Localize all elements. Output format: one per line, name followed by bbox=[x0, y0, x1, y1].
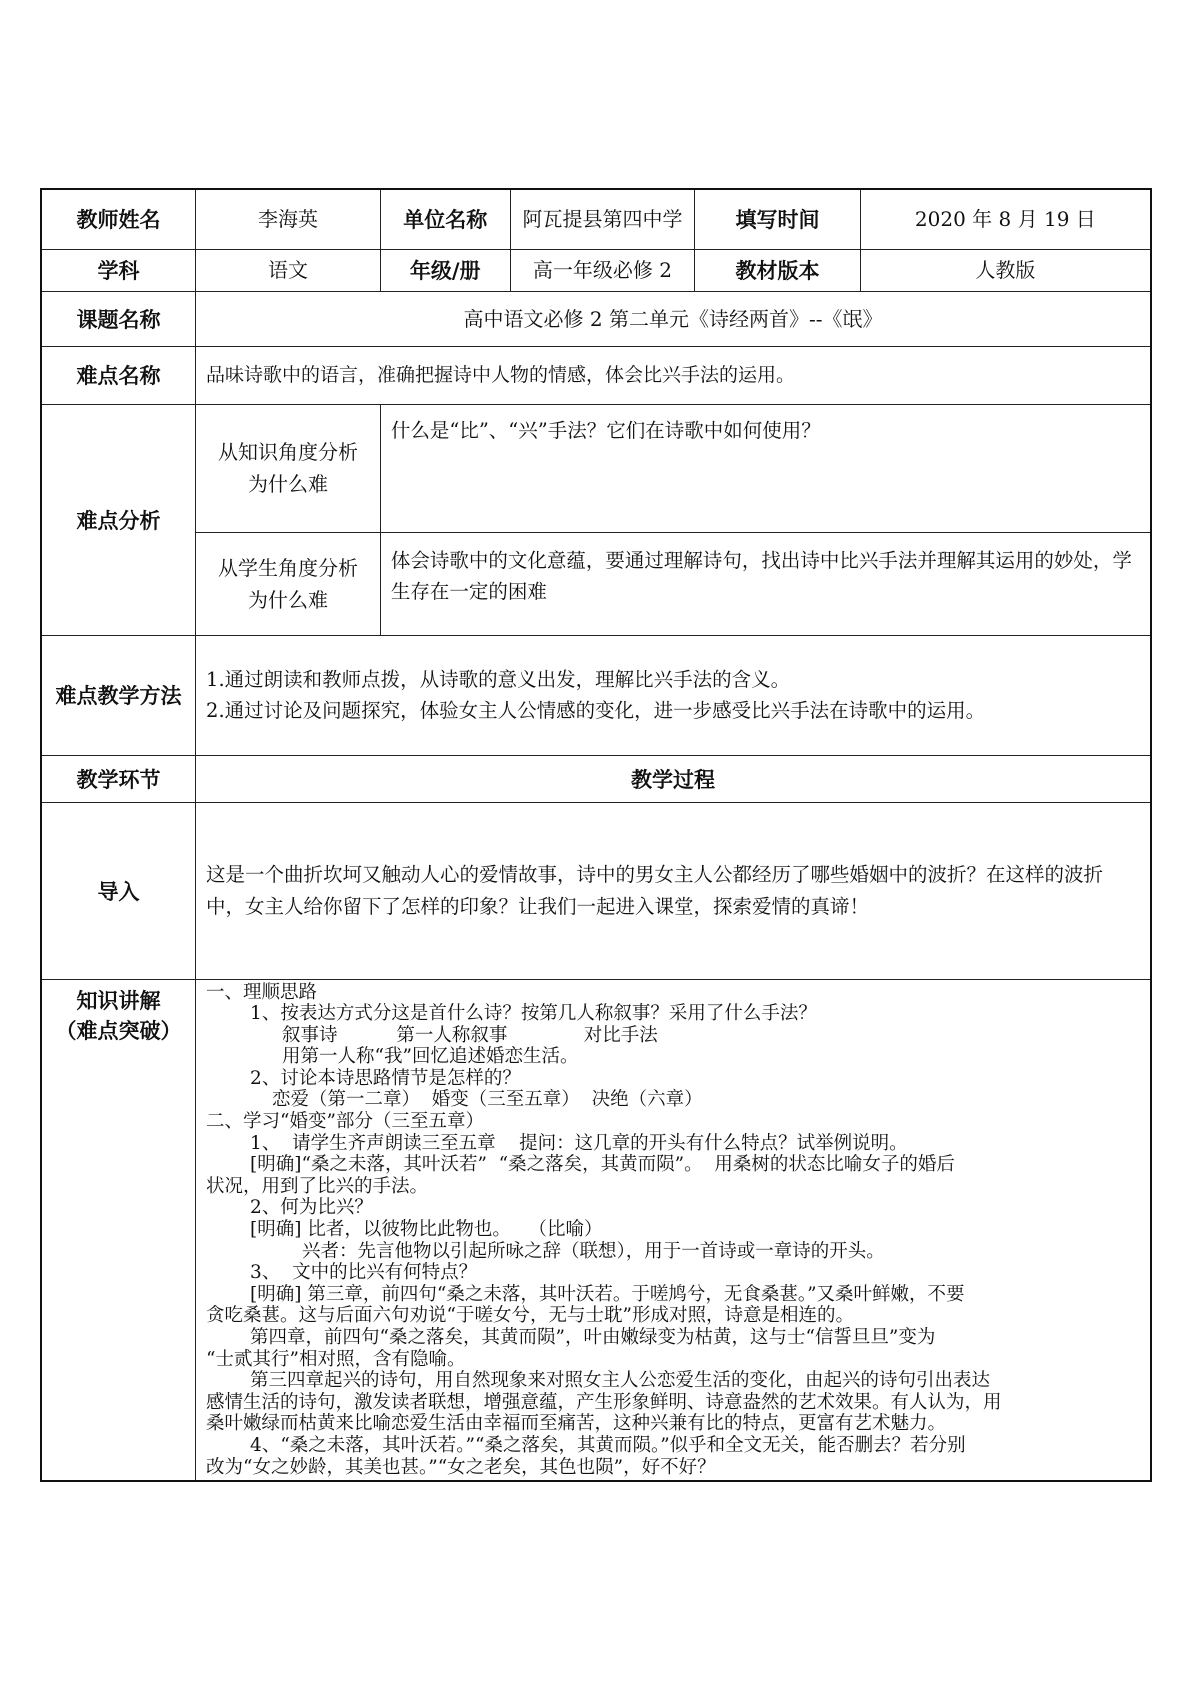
grade-label: 年级/册 bbox=[380, 249, 510, 291]
subject-value: 语文 bbox=[196, 249, 381, 291]
process-label: 教学过程 bbox=[196, 755, 1151, 802]
header-row-2 bbox=[41, 249, 1151, 291]
method-row bbox=[41, 635, 1151, 755]
intro-label: 导入 bbox=[41, 802, 196, 979]
knowledge-line: 第四章，前四句“桑之落矣，其黄而陨”，叶由嫩绿变为枯黄，这与士“信誓旦旦”变为 bbox=[250, 1327, 936, 1348]
intro-row bbox=[41, 802, 1151, 979]
knowledge-content bbox=[196, 979, 1151, 1481]
knowledge-line: 4、“桑之未落，其叶沃若。”“桑之落矣，其黄而陨。”似乎和全文无关，能否删去？若分别 bbox=[250, 1434, 966, 1456]
knowledge-line: “士贰其行”相对照，含有隐喻。 bbox=[206, 1348, 466, 1370]
knowledge-line: 桑叶嫩绿而枯黄来比喻恋爱生活由幸福而至痛苦，这种兴兼有比的特点，更富有艺术魅力。 bbox=[206, 1413, 947, 1435]
analysis-row-student bbox=[41, 532, 1151, 635]
method-line-2: 2.通过讨论及问题探究，体验女主人公情感的变化，进一步感受比兴手法在诗歌中的运用。 bbox=[206, 699, 986, 722]
difficulty-label: 难点名称 bbox=[41, 346, 196, 404]
knowledge-line: 用第一人称“我”回忆追述婚恋生活。 bbox=[282, 1046, 579, 1068]
student-angle-label: 从学生角度分析为什么难 bbox=[196, 532, 381, 635]
knowledge-label bbox=[41, 979, 196, 1481]
knowledge-line: 叙事诗 第一人称叙事 对比手法 bbox=[282, 1024, 658, 1046]
analysis-label: 难点分析 bbox=[41, 404, 196, 635]
knowledge-line: 贪吃桑葚。这与后面六句劝说“于嗟女兮，无与士耽”形成对照，诗意是相连的。 bbox=[206, 1305, 854, 1327]
edition-label: 教材版本 bbox=[695, 249, 860, 291]
knowledge-line: [明确]“桑之未落，其叶沃若” “桑之落矣，其黄而陨”。 用桑树的状态比喻女子的婚后 bbox=[250, 1154, 955, 1176]
knowledge-label-line-2: （难点突破） bbox=[55, 1018, 182, 1043]
knowledge-line: 3、 文中的比兴有何特点？ bbox=[250, 1262, 478, 1284]
knowledge-line: 状况，用到了比兴的手法。 bbox=[206, 1175, 429, 1197]
knowledge-line: 兴者：先言他物以引起所咏之辞（联想），用于一首诗或一章诗的开头。 bbox=[302, 1240, 885, 1262]
analysis-row-knowledge bbox=[41, 404, 1151, 532]
lesson-plan-table bbox=[40, 188, 1152, 1482]
knowledge-line: 2、讨论本诗思路情节是怎样的？ bbox=[250, 1067, 521, 1089]
knowledge-row bbox=[41, 979, 1151, 1481]
topic-value: 高中语文必修 2 第二单元《诗经两首》--《氓》 bbox=[196, 291, 1151, 346]
teacher-label: 教师姓名 bbox=[41, 189, 196, 249]
subject-label: 学科 bbox=[41, 249, 196, 291]
edition-value: 人教版 bbox=[860, 249, 1151, 291]
unit-label: 单位名称 bbox=[380, 189, 510, 249]
knowledge-line: 2、何为比兴？ bbox=[250, 1197, 373, 1219]
knowledge-line: [明确] 第三章，前四句“桑之未落，其叶沃若。于嗟鸠兮，无食桑葚。”又桑叶鲜嫩，不要 bbox=[250, 1283, 965, 1305]
method-line-1: 1.通过朗读和教师点拨，从诗歌的意义出发，理解比兴手法的含义。 bbox=[206, 668, 791, 691]
knowledge-line: 改为“女之妙龄，其美也甚。”“女之老矣，其色也陨”，好不好？ bbox=[206, 1456, 716, 1478]
knowledge-label-line-1: 知识讲解 bbox=[76, 988, 161, 1013]
header-row-1 bbox=[41, 189, 1151, 249]
date-label: 填写时间 bbox=[695, 189, 860, 249]
knowledge-angle-label: 从知识角度分析为什么难 bbox=[196, 404, 381, 532]
knowledge-line: 恋爱（第一二章） 婚变（三至五章） 决绝（六章） bbox=[272, 1089, 703, 1111]
knowledge-angle-value: 什么是“比”、“兴”手法？它们在诗歌中如何使用？ bbox=[380, 404, 1151, 532]
knowledge-line: 1、按表达方式分这是首什么诗？按第几人称叙事？采用了什么手法？ bbox=[250, 1003, 817, 1025]
stage-label: 教学环节 bbox=[41, 755, 196, 802]
method-value bbox=[196, 635, 1151, 755]
teacher-value: 李海英 bbox=[196, 189, 381, 249]
knowledge-line: 感情生活的诗句，激发读者联想，增强意蕴，产生形象鲜明、诗意盎然的艺术效果。有人认为，用 bbox=[206, 1391, 1002, 1413]
knowledge-line: 1、 请学生齐声朗读三至五章 提问：这几章的开头有什么特点？试举例说明。 bbox=[250, 1132, 908, 1154]
knowledge-line: 二、学习“婚变”部分（三至五章） bbox=[206, 1111, 484, 1133]
topic-label: 课题名称 bbox=[41, 291, 196, 346]
student-angle-value: 体会诗歌中的文化意蕴，要通过理解诗句，找出诗中比兴手法并理解其运用的妙处，学生存在一定的困难 bbox=[380, 532, 1151, 635]
topic-row bbox=[41, 291, 1151, 346]
knowledge-line: 第三四章起兴的诗句，用自然现象来对照女主人公恋爱生活的变化，由起兴的诗句引出表达 bbox=[250, 1370, 991, 1392]
process-header-row bbox=[41, 755, 1151, 802]
date-value: 2020 年 8 月 19 日 bbox=[860, 189, 1151, 249]
method-label: 难点教学方法 bbox=[41, 635, 196, 755]
difficulty-value: 品味诗歌中的语言，准确把握诗中人物的情感，体会比兴手法的运用。 bbox=[196, 346, 1151, 404]
unit-value: 阿瓦提县第四中学 bbox=[510, 189, 695, 249]
intro-text: 这是一个曲折坎坷又触动人心的爱情故事，诗中的男女主人公都经历了哪些婚姻中的波折？在这样的波折中，女主人给你留下了怎样的印象？让我们一起进入课堂，探索爱情的真谛！ bbox=[196, 802, 1151, 979]
difficulty-row bbox=[41, 346, 1151, 404]
grade-value: 高一年级必修 2 bbox=[510, 249, 695, 291]
knowledge-line: 一、理顺思路 bbox=[206, 981, 318, 1003]
knowledge-line: [明确] 比者，以彼物比此物也。 （比喻） bbox=[250, 1219, 603, 1241]
